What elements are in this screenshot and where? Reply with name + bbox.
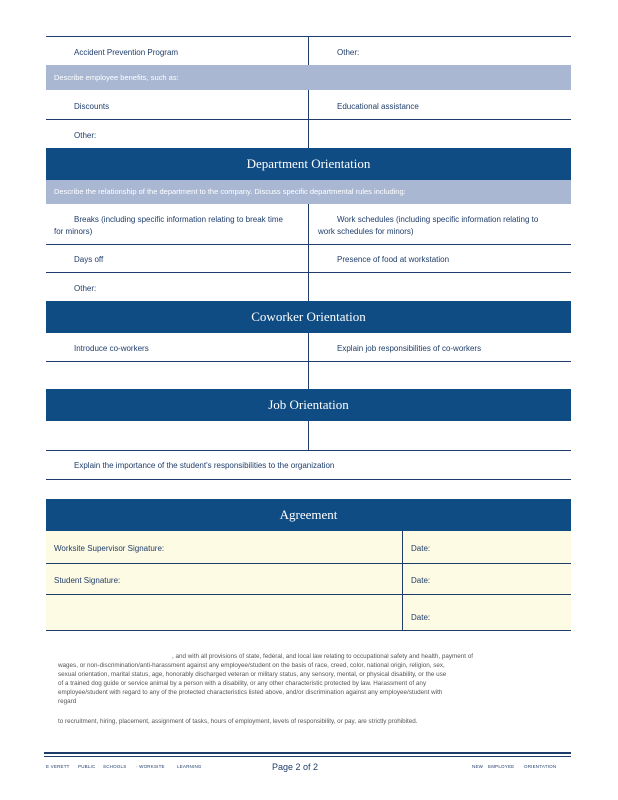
legal-text-line: of a trained dog guide or service animal by a person with a disability, or any other characteristic protected by law. Harassment of any <box>58 680 427 687</box>
department-orientation-header: Department Orientation <box>46 148 571 180</box>
footer-rule <box>44 752 571 754</box>
footer-doc-2: EMPLOYEE <box>488 764 515 769</box>
student-signature-row[interactable] <box>46 564 571 594</box>
footer-district-2: PUBLIC <box>78 764 96 769</box>
row-border <box>46 450 571 451</box>
breaks-label-cont: for minors) <box>54 227 93 236</box>
row-border <box>46 272 571 273</box>
footer-district-1: E VERETT <box>46 764 70 769</box>
introduce-coworkers-label: Introduce co-workers <box>74 344 149 353</box>
breaks-label: Breaks (including specific information relating to break time <box>74 215 283 224</box>
legal-text-line: employee/student with regard to any of the protected characteristics listed above, and/or discrimination against any employee/student with <box>58 689 443 696</box>
extra-signature-row[interactable] <box>46 595 571 630</box>
work-schedules-label-cont: work schedules for minors) <box>318 227 414 236</box>
benefits-other-label: Other: <box>74 131 97 140</box>
legal-text-line: regard <box>58 698 77 705</box>
coworker-orientation-header: Coworker Orientation <box>46 301 571 333</box>
department-other-label: Other: <box>74 284 97 293</box>
accident-prevention-program-label: Accident Prevention Program <box>74 48 179 57</box>
food-at-workstation-label: Presence of food at workstation <box>337 255 450 264</box>
date-column-divider <box>402 531 403 630</box>
student-signature-label: Student Signature: <box>54 576 121 585</box>
agreement-header: Agreement <box>46 499 571 531</box>
department-band-text: Describe the relationship of the department to the company. Discuss specific departmental rules including: <box>54 187 406 196</box>
column-divider <box>308 421 309 450</box>
educational-assistance-label: Educational assistance <box>337 102 419 111</box>
legal-text-line: wages, or non-discrimination/anti-harassment against any employee/student on the basis of race, creed, color, national origin, religion, sex, <box>58 662 445 669</box>
row-border <box>46 244 571 245</box>
benefits-band <box>46 65 571 90</box>
table-bottom-border <box>46 630 571 631</box>
supervisor-date-label: Date: <box>411 544 431 553</box>
page-number: Page 2 of 2 <box>272 762 319 772</box>
row-border <box>46 361 571 362</box>
footer-program-1: · WORKSITE <box>136 764 165 769</box>
footer-rule-thin <box>44 756 571 757</box>
worksite-supervisor-signature-label: Worksite Supervisor Signature: <box>54 544 165 553</box>
footer-program-2: LEARNING <box>177 764 202 769</box>
footer-doc-1: NEW <box>472 764 484 769</box>
row-border <box>46 119 571 120</box>
discounts-label: Discounts <box>74 102 110 111</box>
department-band <box>46 180 571 204</box>
student-date-label: Date: <box>411 576 431 585</box>
explain-coworker-responsibilities-label: Explain job responsibilities of co-workers <box>337 344 482 353</box>
legal-text-line: to recruitment, hiring, placement, assignment of tasks, hours of employment, levels of responsibility, or pay, are strictly prohibited. <box>58 718 418 725</box>
extra-date-label: Date: <box>411 613 431 622</box>
days-off-label: Days off <box>74 255 104 264</box>
legal-text-line: sexual orientation, marital status, age, honorably discharged veteran or military status, any sensory, mental, or physical disability, or the use <box>58 671 447 678</box>
explain-student-responsibilities-label: Explain the importance of the student's responsibilities to the organization <box>74 461 335 470</box>
job-orientation-header: Job Orientation <box>46 389 571 421</box>
row-border <box>46 479 571 480</box>
benefits-other-right-label: Other: <box>337 48 360 57</box>
column-divider <box>308 37 309 65</box>
footer-district-3: SCHOOLS <box>103 764 127 769</box>
footer-doc-3: ORIENTATION <box>524 764 557 769</box>
benefits-band-text: Describe employee benefits, such as: <box>54 73 179 82</box>
legal-text-line: , and with all provisions of state, federal, and local law relating to occupational safety and health, payment of <box>172 653 474 660</box>
column-divider <box>308 204 309 301</box>
work-schedules-label: Work schedules (including specific information relating to <box>337 215 539 224</box>
